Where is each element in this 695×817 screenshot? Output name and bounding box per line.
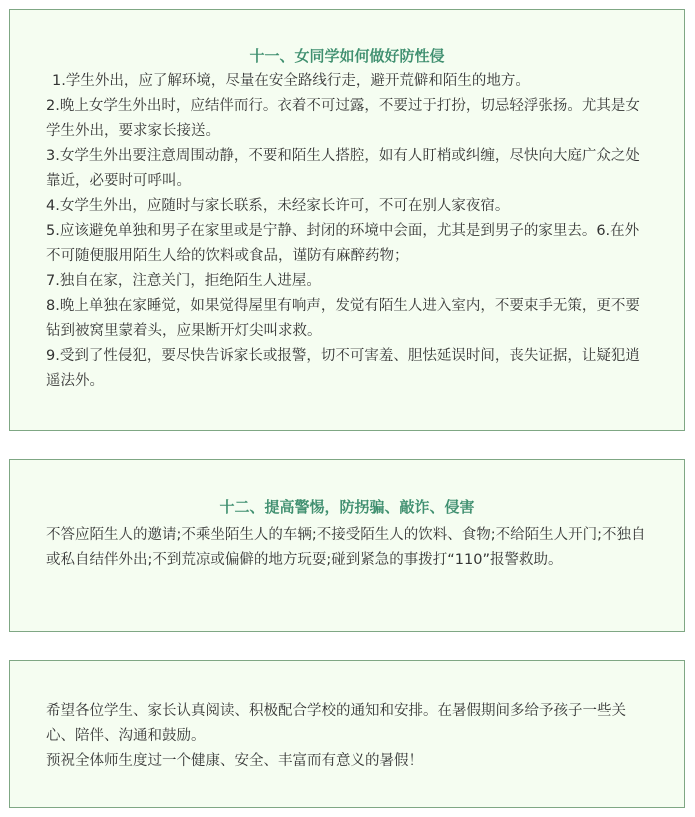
section-11-item: 9.受到了性侵犯，要尽快告诉家长或报警，切不可害羞、胆怯延误时间，丧失证据，让疑犯逍遥法外。 xyxy=(46,348,640,389)
section-11-title: 十一、女同学如何做好防性侵 xyxy=(249,47,445,65)
section-11-item: 7.独自在家，注意关门，拒绝陌生人进屋。 xyxy=(46,273,321,289)
section-11-card xyxy=(9,9,685,431)
section-11-item: 4.女学生外出，应随时与家长联系，未经家长许可，不可在别人家夜宿。 xyxy=(46,198,510,214)
section-11-item: 2.晚上女学生外出时，应结伴而行。衣着不可过露，不要过于打扮，切忌轻浮张扬。尤其是女学生外出，要求家长接送。 xyxy=(46,98,640,139)
section-12-title: 十二、提高警惕，防拐骗、敲诈、侵害 xyxy=(219,498,475,516)
section-11-item: 5.应该避免单独和男子在家里或是宁静、封闭的环境中会面，尤其是到男子的家里去。6.在外不可随便服用陌生人给的饮料或食品，谨防有麻醉药物； xyxy=(46,223,640,264)
section-11-body xyxy=(10,69,684,394)
closing-body xyxy=(10,699,684,774)
closing-card xyxy=(9,660,685,808)
closing-line-2: 预祝全体师生度过一个健康、安全、丰富而有意义的暑假！ xyxy=(46,753,423,769)
section-11-item: 8.晚上单独在家睡觉，如果觉得屋里有响声，发觉有陌生人进入室内，不要束手无策，更不要钻到被窝里蒙着头，应果断开灯尖叫求救。 xyxy=(46,298,640,339)
section-12-card xyxy=(9,459,685,632)
section-11-item: 1.学生外出，应了解环境，尽量在安全路线行走，避开荒僻和陌生的地方。 xyxy=(52,73,530,89)
closing-line-1: 希望各位学生、家长认真阅读、积极配合学校的通知和安排。在暑假期间多给予孩子一些关心、陪伴、沟通和鼓励。 xyxy=(46,703,626,744)
section-11-item: 3.女学生外出要注意周围动静，不要和陌生人搭腔，如有人盯梢或纠缠，尽快向大庭广众之处靠近，必要时可呼叫。 xyxy=(46,148,640,189)
section-12-text: 不答应陌生人的邀请;不乘坐陌生人的车辆;不接受陌生人的饮料、食物;不给陌生人开门;不独自或私自结伴外出;不到荒凉或偏僻的地方玩耍;碰到紧急的事拨打“110”报警救助。 xyxy=(46,527,646,568)
section-12-body xyxy=(10,523,684,573)
